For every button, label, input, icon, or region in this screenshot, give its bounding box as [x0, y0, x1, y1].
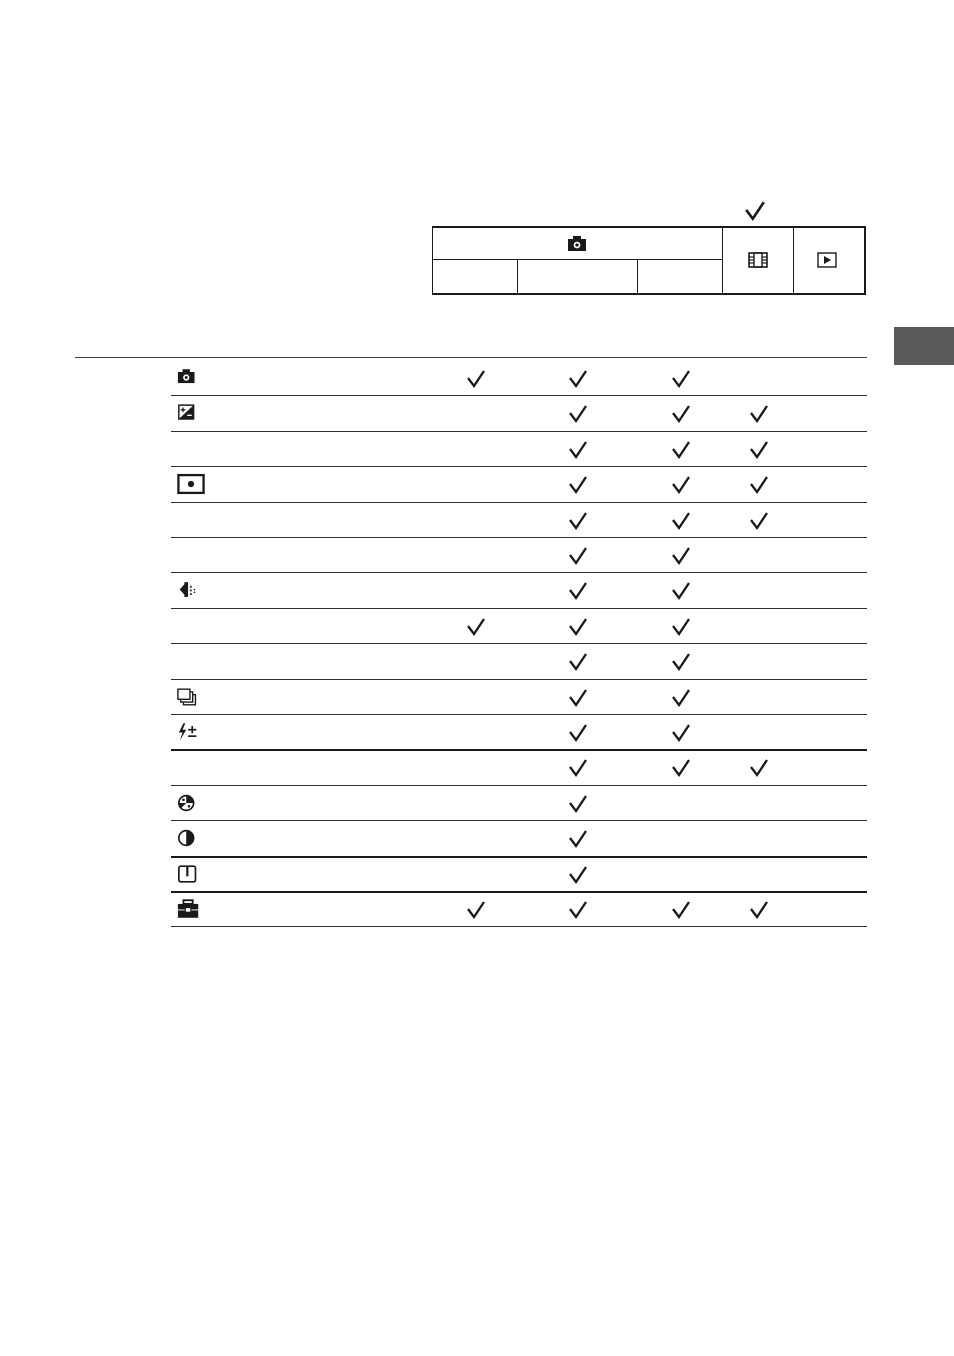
row-divider: [171, 679, 867, 680]
setup-toolbox-icon: [177, 898, 201, 920]
availability-check-icon: [671, 404, 691, 424]
availability-check-icon: [568, 511, 588, 531]
availability-check-icon: [749, 758, 769, 778]
availability-check-icon: [749, 511, 769, 531]
legend-check-mark-icon: [744, 200, 766, 222]
row-divider: [171, 502, 867, 503]
row-divider: [171, 926, 867, 927]
availability-check-icon: [671, 475, 691, 495]
availability-check-icon: [671, 440, 691, 460]
row-divider: [171, 856, 867, 858]
row-divider: [171, 572, 867, 573]
row-divider: [171, 395, 867, 396]
availability-check-icon: [671, 758, 691, 778]
availability-check-icon: [568, 475, 588, 495]
playback-icon: [817, 252, 837, 268]
exposure-compensation-icon: [177, 402, 201, 424]
availability-check-icon: [568, 688, 588, 708]
availability-check-icon: [568, 369, 588, 389]
availability-check-icon: [671, 369, 691, 389]
row-divider: [171, 820, 867, 821]
camera-icon: [567, 236, 587, 252]
row-divider: [171, 891, 867, 893]
availability-check-icon: [466, 617, 486, 637]
availability-check-icon: [568, 617, 588, 637]
availability-check-icon: [568, 900, 588, 920]
section-side-tab: [894, 327, 954, 365]
availability-check-icon: [671, 546, 691, 566]
availability-check-icon: [671, 617, 691, 637]
movie-film-icon: [748, 252, 768, 268]
availability-check-icon: [749, 475, 769, 495]
availability-check-icon: [568, 723, 588, 743]
burst-mode-icon: [177, 686, 201, 708]
availability-check-icon: [568, 758, 588, 778]
availability-check-icon: [671, 511, 691, 531]
availability-check-icon: [568, 829, 588, 849]
mode-header-table: [432, 226, 866, 295]
sharpness-icon: [177, 863, 201, 885]
row-divider: [171, 608, 867, 609]
flash-level-icon: [177, 721, 201, 743]
availability-check-icon: [749, 900, 769, 920]
availability-check-icon: [466, 369, 486, 389]
row-divider: [171, 714, 867, 715]
availability-check-icon: [671, 581, 691, 601]
availability-check-icon: [568, 440, 588, 460]
availability-check-icon: [671, 723, 691, 743]
availability-check-icon: [568, 404, 588, 424]
row-divider: [171, 431, 867, 432]
row-divider: [171, 466, 867, 467]
availability-check-icon: [568, 652, 588, 672]
saturation-icon: [177, 792, 201, 814]
metering-spot-icon: [177, 473, 205, 495]
availability-check-icon: [568, 794, 588, 814]
availability-check-icon: [671, 900, 691, 920]
row-divider: [171, 643, 867, 644]
availability-check-icon: [568, 546, 588, 566]
availability-check-icon: [568, 865, 588, 885]
contrast-icon: [177, 827, 201, 849]
availability-check-icon: [568, 581, 588, 601]
availability-check-icon: [671, 652, 691, 672]
row-divider: [171, 785, 867, 786]
row-divider: [171, 537, 867, 538]
availability-check-icon: [671, 688, 691, 708]
availability-check-icon: [749, 440, 769, 460]
availability-check-icon: [466, 900, 486, 920]
image-quality-icon: [177, 579, 201, 601]
row-divider: [171, 749, 867, 751]
table-top-rule: [75, 357, 867, 358]
camera-icon: [177, 367, 201, 389]
availability-check-icon: [749, 404, 769, 424]
